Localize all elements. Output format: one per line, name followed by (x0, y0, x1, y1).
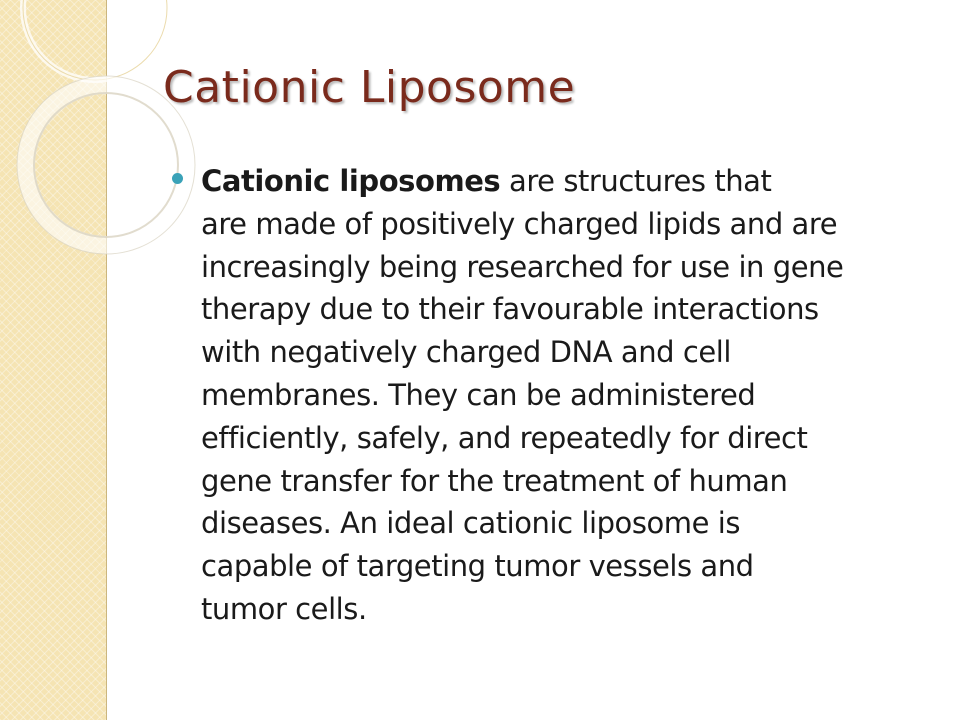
bullet-line: therapy due to their favourable interactions (201, 292, 819, 327)
bullet-line: gene transfer for the treatment of human (201, 463, 788, 498)
bullet-line: capable of targeting tumor vessels and (201, 549, 754, 584)
decorative-rings-icon (0, 0, 140, 260)
bullet-line: tumor cells. (201, 591, 367, 626)
bullet-item (172, 160, 932, 631)
bullet-line: increasingly being researched for use in gene (201, 249, 844, 284)
bullet-dot-icon (172, 173, 183, 184)
slide-title: Cationic Liposome (163, 62, 576, 113)
bullet-term: Cationic liposomes (201, 164, 501, 198)
bullet-text (201, 160, 926, 631)
bullet-line: membranes. They can be administered (201, 377, 756, 412)
bullet-line: are structures that (500, 164, 772, 198)
bullet-line: are made of positively charged lipids and are (201, 206, 838, 241)
bullet-line: efficiently, safely, and repeatedly for direct (201, 420, 808, 455)
bullet-line: with negatively charged DNA and cell (201, 335, 731, 370)
bullet-line: diseases. An ideal cationic liposome is (201, 506, 741, 541)
